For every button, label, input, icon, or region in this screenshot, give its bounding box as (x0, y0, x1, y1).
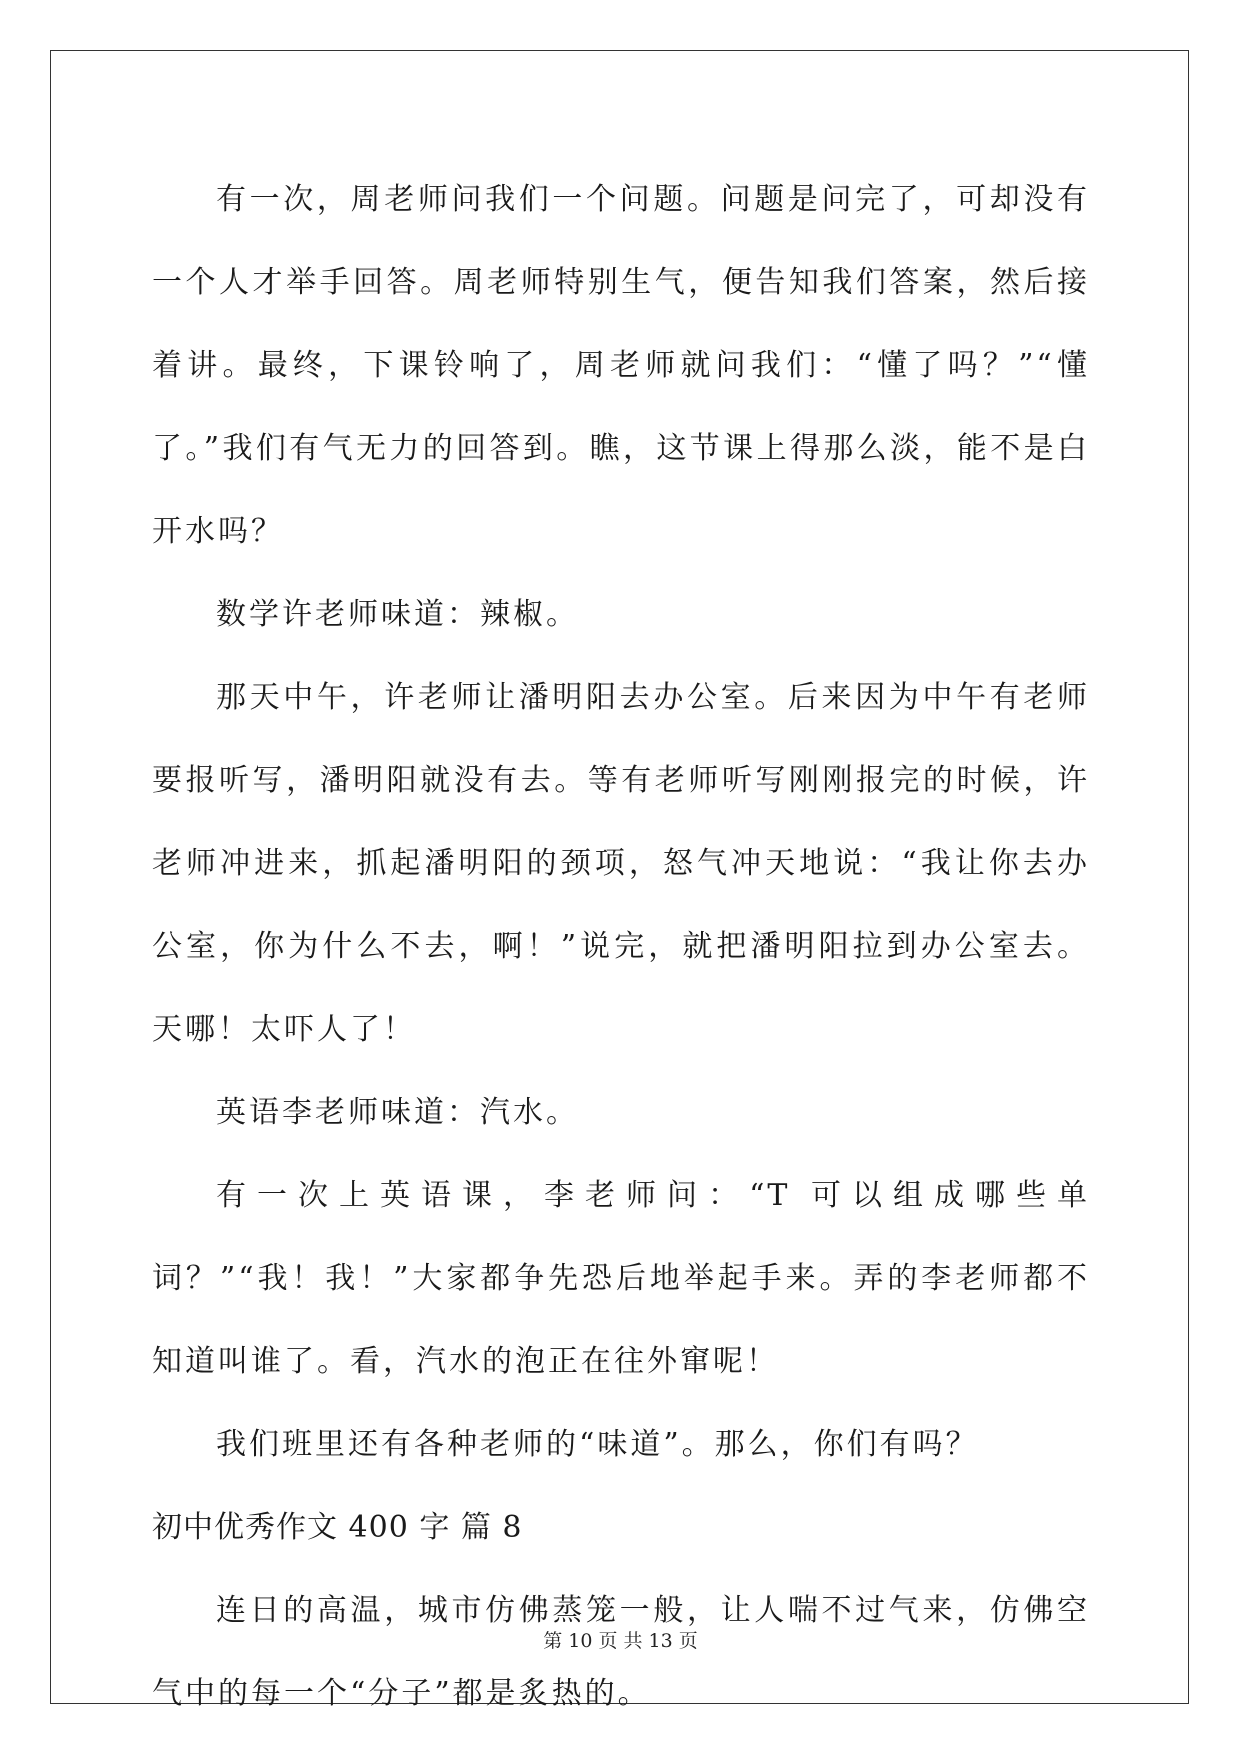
paragraph-4: 英语李老师味道：汽水。 (216, 1095, 579, 1130)
paragraph-1: 有一次，周老师问我们一个问题。问题是问完了，可却没有一个人才举手回答。周老师特别生气，便告知我们答案，然后接着讲。最终，下课铃响了，周老师就问我们：“懂了吗？”“懂了。”我们有气无力的回答到。瞧，这节课上得那么淡，能不是白开水吗？ (152, 182, 1090, 549)
paragraph-6: 我们班里还有各种老师的“味道”。那么，你们有吗？ (216, 1427, 979, 1462)
paragraph-2: 数学许老师味道：辣椒。 (216, 597, 579, 632)
section-heading: 初中优秀作文 400 字 篇 8 (152, 1510, 523, 1545)
page-footer: 第 10 页 共 13 页 (543, 1630, 698, 1652)
paragraph-5: 有一次上英语课，李老师问：“T 可以组成哪些单词？”“我！我！”大家都争先恐后地举起手来。弄的李老师都不知道叫谁了。看，汽水的泡正在往外窜呢！ (152, 1178, 1090, 1379)
document-body (152, 158, 1090, 1735)
paragraph-3: 那天中午，许老师让潘明阳去办公室。后来因为中午有老师要报听写，潘明阳就没有去。等有老师听写刚刚报完的时候，许老师冲进来，抓起潘明阳的颈项，怒气冲天地说：“我让你去办公室，你为什么不去，啊！”说完，就把潘明阳拉到办公室去。天哪！太吓人了！ (152, 680, 1090, 1047)
paragraph-7: 连日的高温，城市仿佛蒸笼一般，让人喘不过气来，仿佛空气中的每一个“分子”都是炙热的。 (152, 1593, 1090, 1711)
